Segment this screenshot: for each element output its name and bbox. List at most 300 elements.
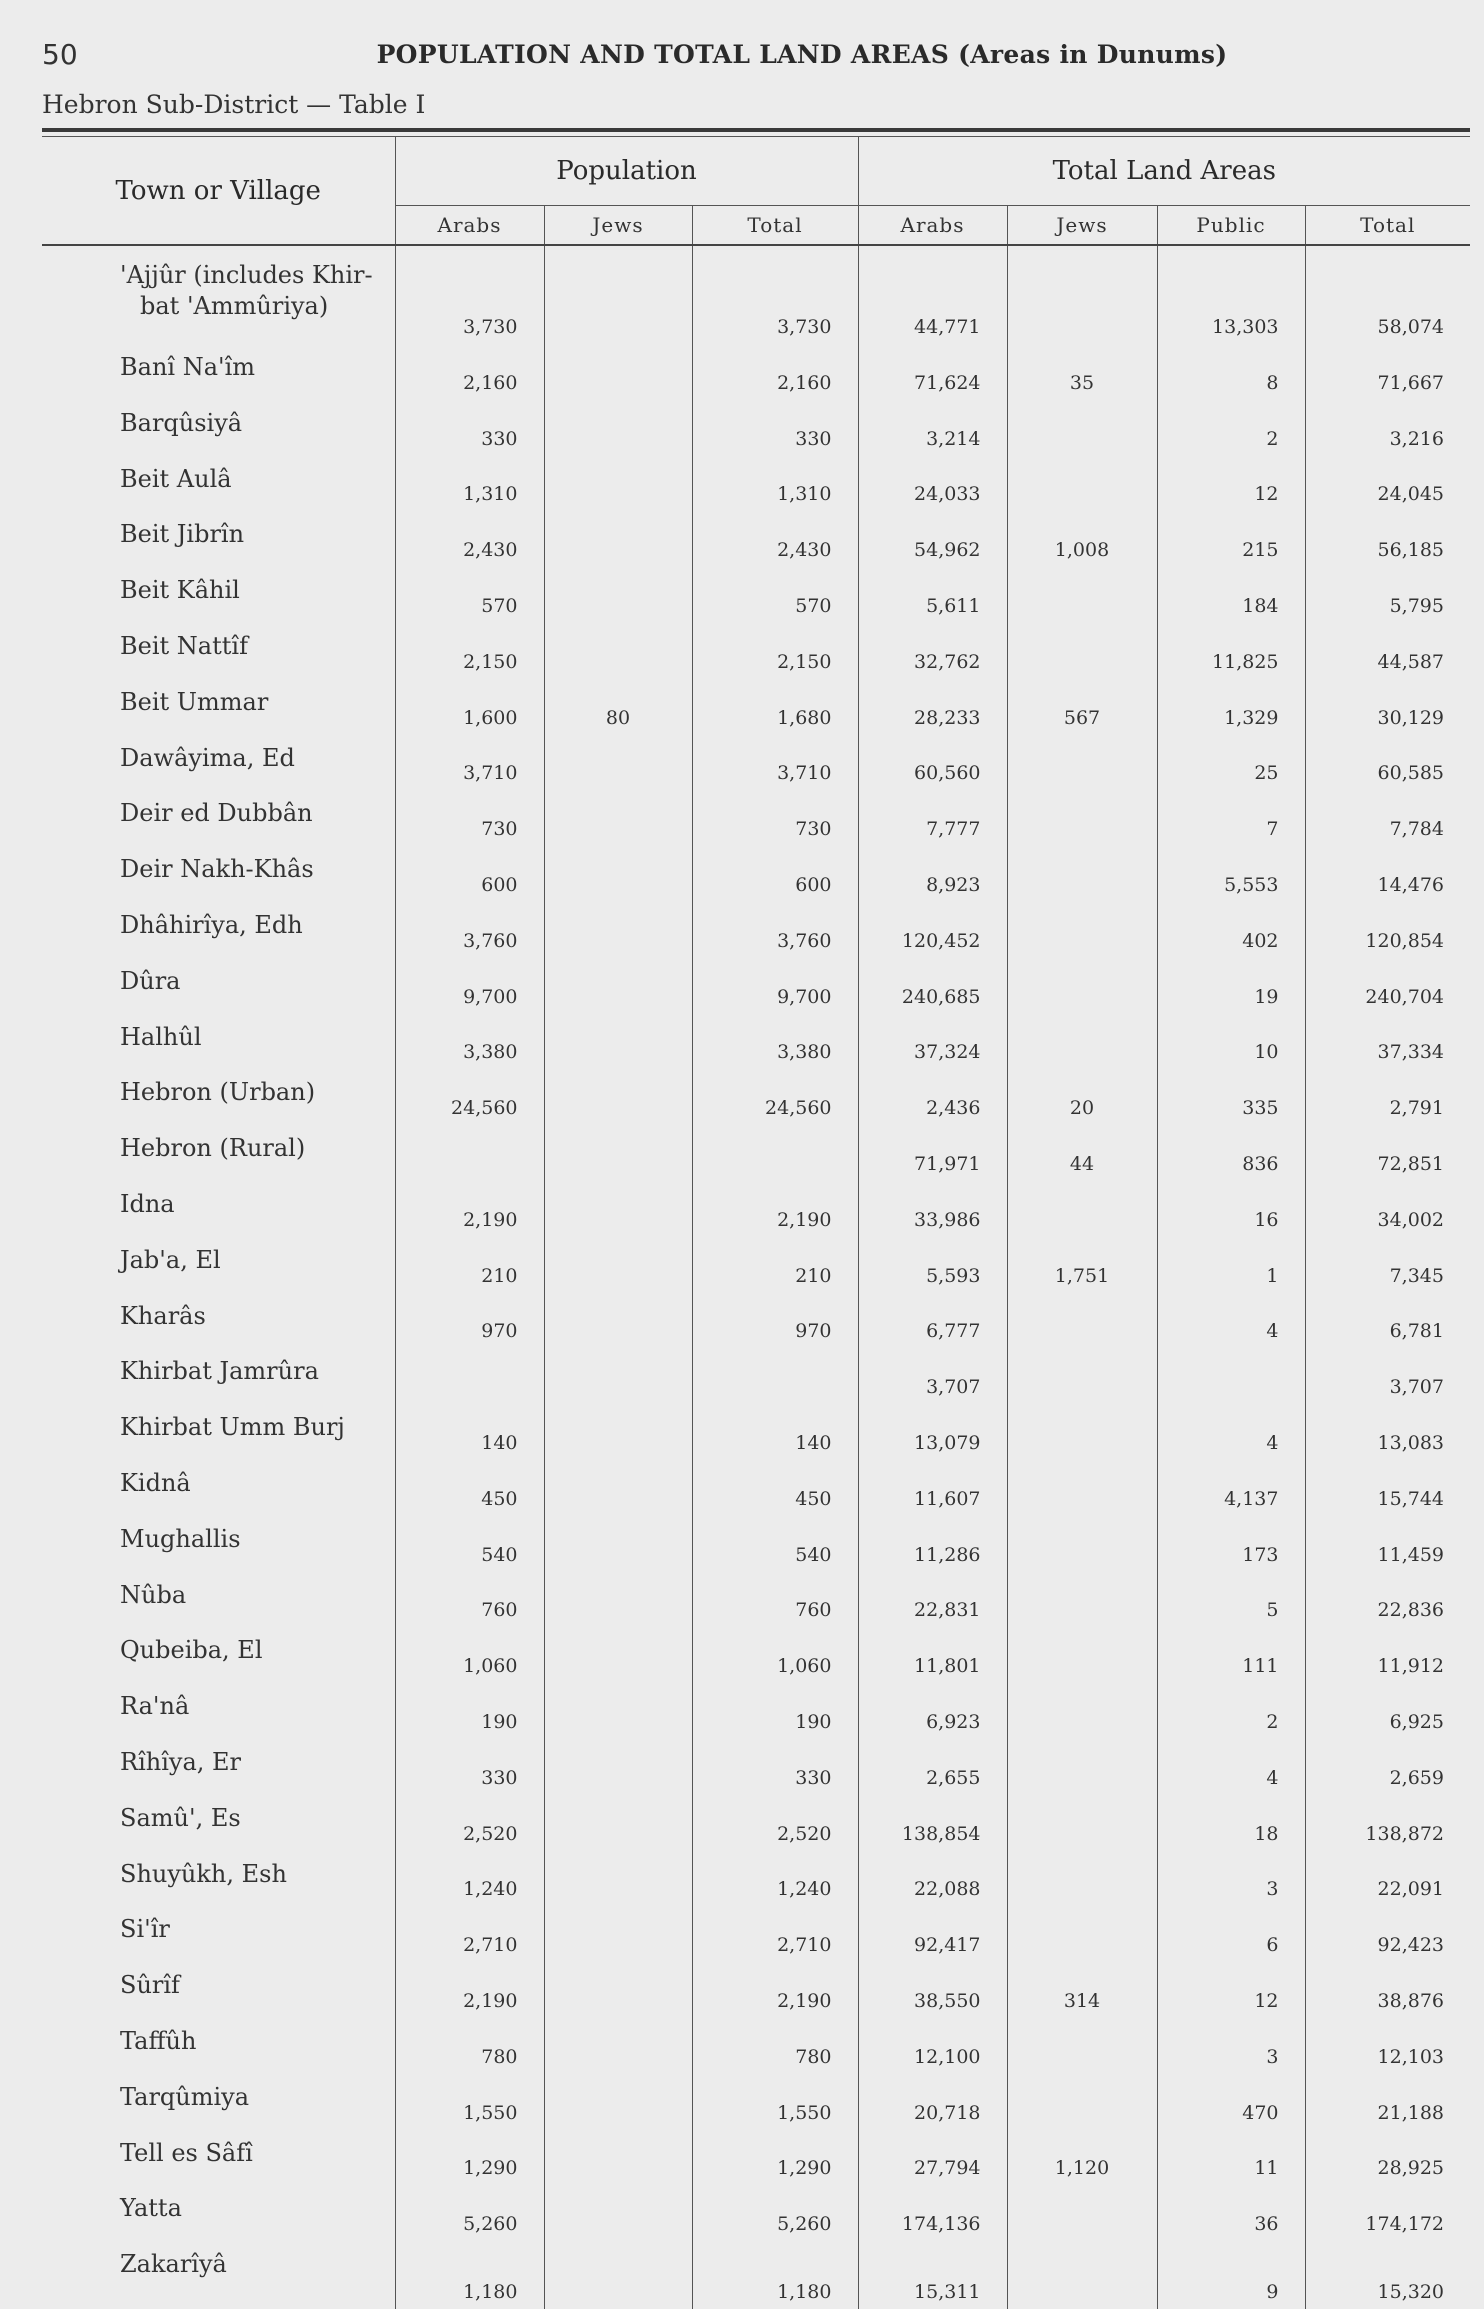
cell-pop-jews [544, 623, 692, 679]
header-town: Town or Village [42, 137, 395, 245]
town-name: Nûba [120, 1580, 187, 1609]
cell-land-jews [1007, 846, 1157, 902]
cell-pop-arabs: 9,700 [395, 958, 544, 1014]
cell-pop-jews [544, 1795, 692, 1851]
table-row [42, 1460, 1470, 1516]
cell-pop-total: 1,180 [692, 2241, 858, 2309]
cell-land-jews [1007, 1516, 1157, 1572]
cell-town-name [42, 1181, 395, 1237]
table-row [42, 1627, 1470, 1683]
cell-land-public: 335 [1157, 1069, 1305, 1125]
cell-land-arabs: 22,831 [858, 1572, 1007, 1628]
town-name: Tell es Sâfî [120, 2138, 253, 2167]
cell-pop-total: 1,550 [692, 2074, 858, 2130]
cell-land-arabs: 138,854 [858, 1795, 1007, 1851]
cell-land-public: 3 [1157, 1851, 1305, 1907]
table-row [42, 1014, 1470, 1070]
cell-pop-jews [544, 2130, 692, 2186]
cell-pop-total: 2,150 [692, 623, 858, 679]
cell-land-jews [1007, 1460, 1157, 1516]
table-row [42, 1906, 1470, 1962]
cell-land-arabs: 2,655 [858, 1739, 1007, 1795]
table-body [42, 245, 1470, 2309]
cell-pop-total: 760 [692, 1572, 858, 1628]
cell-land-arabs: 27,794 [858, 2130, 1007, 2186]
cell-land-jews [1007, 790, 1157, 846]
cell-land-public [1157, 1348, 1305, 1404]
town-name: 'Ajjûr (includes Khir- [120, 261, 373, 289]
cell-land-public: 6 [1157, 1906, 1305, 1962]
cell-land-total: 6,925 [1305, 1683, 1470, 1739]
cell-town-name [42, 2130, 395, 2186]
cell-land-arabs: 8,923 [858, 846, 1007, 902]
cell-pop-arabs: 2,190 [395, 1962, 544, 2018]
cell-land-jews [1007, 1739, 1157, 1795]
cell-town-name [42, 2074, 395, 2130]
town-name: Idna [120, 1189, 175, 1218]
cell-pop-arabs: 450 [395, 1460, 544, 1516]
cell-land-public: 1,329 [1157, 679, 1305, 735]
cell-land-jews [1007, 1014, 1157, 1070]
cell-town-name [42, 1293, 395, 1349]
cell-land-total: 7,345 [1305, 1237, 1470, 1293]
cell-pop-arabs [395, 1348, 544, 1404]
cell-pop-arabs: 2,520 [395, 1795, 544, 1851]
cell-land-total: 30,129 [1305, 679, 1470, 735]
town-name: Jab'a, El [120, 1245, 221, 1274]
cell-pop-arabs: 3,730 [395, 245, 544, 344]
town-name: Mughallis [120, 1524, 241, 1553]
cell-land-total: 15,320 [1305, 2241, 1470, 2309]
cell-pop-total: 3,710 [692, 735, 858, 791]
cell-pop-total: 2,190 [692, 1181, 858, 1237]
cell-town-name [42, 1460, 395, 1516]
cell-land-arabs: 174,136 [858, 2185, 1007, 2241]
cell-town-name [42, 2018, 395, 2074]
cell-land-arabs: 120,452 [858, 902, 1007, 958]
cell-pop-arabs: 1,180 [395, 2241, 544, 2309]
cell-land-arabs: 92,417 [858, 1906, 1007, 1962]
table-row [42, 1683, 1470, 1739]
cell-pop-jews [544, 1962, 692, 2018]
cell-pop-arabs: 540 [395, 1516, 544, 1572]
cell-land-public: 2 [1157, 400, 1305, 456]
cell-land-arabs: 37,324 [858, 1014, 1007, 1070]
cell-land-public: 5,553 [1157, 846, 1305, 902]
population-land-table [42, 137, 1470, 2309]
cell-pop-total: 3,730 [692, 245, 858, 344]
table-row [42, 1069, 1470, 1125]
header-pop-arabs: Arabs [395, 205, 544, 245]
cell-town-name [42, 1739, 395, 1795]
cell-town-name [42, 1627, 395, 1683]
table-row [42, 1125, 1470, 1181]
cell-land-total: 5,795 [1305, 567, 1470, 623]
cell-land-arabs: 32,762 [858, 623, 1007, 679]
cell-town-name [42, 846, 395, 902]
cell-town-name [42, 2241, 395, 2309]
cell-pop-total: 190 [692, 1683, 858, 1739]
cell-town-name [42, 1404, 395, 1460]
cell-pop-jews [544, 1237, 692, 1293]
cell-land-arabs: 7,777 [858, 790, 1007, 846]
cell-pop-jews [544, 846, 692, 902]
cell-town-name [42, 344, 395, 400]
table-row [42, 1348, 1470, 1404]
cell-land-public: 2 [1157, 1683, 1305, 1739]
cell-town-name [42, 456, 395, 512]
town-name: Khirbat Jamrûra [120, 1357, 319, 1386]
cell-land-total: 28,925 [1305, 2130, 1470, 2186]
table-row [42, 2018, 1470, 2074]
town-name: Dawâyima, Ed [120, 743, 295, 772]
cell-town-name [42, 1906, 395, 1962]
cell-land-public: 836 [1157, 1125, 1305, 1181]
cell-pop-jews [544, 902, 692, 958]
cell-land-arabs: 38,550 [858, 1962, 1007, 2018]
cell-town-name [42, 1683, 395, 1739]
cell-land-arabs: 5,593 [858, 1237, 1007, 1293]
cell-land-public: 11 [1157, 2130, 1305, 2186]
cell-land-arabs: 71,624 [858, 344, 1007, 400]
cell-pop-total: 1,240 [692, 1851, 858, 1907]
cell-pop-arabs: 1,550 [395, 2074, 544, 2130]
cell-pop-total: 1,680 [692, 679, 858, 735]
cell-town-name [42, 400, 395, 456]
cell-land-public: 3 [1157, 2018, 1305, 2074]
town-name: Rîhîya, Er [120, 1747, 241, 1776]
table-row [42, 567, 1470, 623]
cell-land-total: 71,667 [1305, 344, 1470, 400]
town-name: Khirbat Umm Burj [120, 1413, 345, 1442]
town-name: Beit Nattîf [120, 631, 248, 660]
cell-land-public: 173 [1157, 1516, 1305, 1572]
cell-land-total: 6,781 [1305, 1293, 1470, 1349]
cell-town-name [42, 567, 395, 623]
cell-land-public: 10 [1157, 1014, 1305, 1070]
cell-town-name [42, 1348, 395, 1404]
cell-pop-total: 330 [692, 1739, 858, 1795]
cell-land-public: 470 [1157, 2074, 1305, 2130]
cell-pop-jews [544, 1572, 692, 1628]
cell-land-arabs: 11,801 [858, 1627, 1007, 1683]
cell-pop-total: 1,290 [692, 2130, 858, 2186]
cell-pop-total: 780 [692, 2018, 858, 2074]
cell-land-jews [1007, 1906, 1157, 1962]
cell-land-public: 13,303 [1157, 245, 1305, 344]
cell-land-arabs: 28,233 [858, 679, 1007, 735]
cell-pop-jews [544, 456, 692, 512]
cell-land-arabs: 71,971 [858, 1125, 1007, 1181]
cell-pop-arabs: 730 [395, 790, 544, 846]
town-name: Tarqûmiya [120, 2082, 250, 2111]
cell-land-jews [1007, 735, 1157, 791]
table-row [42, 1237, 1470, 1293]
cell-land-total: 22,836 [1305, 1572, 1470, 1628]
town-name: Shuyûkh, Esh [120, 1859, 287, 1888]
cell-land-jews: 35 [1007, 344, 1157, 400]
cell-pop-total: 600 [692, 846, 858, 902]
town-name: Beit Jibrîn [120, 520, 245, 549]
cell-land-jews [1007, 902, 1157, 958]
cell-pop-total: 1,060 [692, 1627, 858, 1683]
town-name: Barqûsiyâ [120, 408, 243, 437]
cell-pop-jews [544, 2074, 692, 2130]
header-pop-total: Total [692, 205, 858, 245]
cell-land-arabs: 240,685 [858, 958, 1007, 1014]
cell-land-jews: 20 [1007, 1069, 1157, 1125]
cell-land-public: 4,137 [1157, 1460, 1305, 1516]
cell-town-name [42, 1014, 395, 1070]
table-row [42, 1795, 1470, 1851]
cell-pop-jews [544, 1739, 692, 1795]
cell-pop-arabs: 2,430 [395, 511, 544, 567]
cell-land-jews [1007, 2241, 1157, 2309]
cell-pop-total: 24,560 [692, 1069, 858, 1125]
cell-land-jews [1007, 1404, 1157, 1460]
cell-land-total: 13,083 [1305, 1404, 1470, 1460]
town-name: Halhûl [120, 1022, 202, 1051]
table-row [42, 245, 1470, 344]
town-name: Zakarîyâ [120, 2250, 227, 2279]
town-name: Ra'nâ [120, 1692, 190, 1721]
cell-land-total: 14,476 [1305, 846, 1470, 902]
cell-land-public: 12 [1157, 456, 1305, 512]
cell-pop-total [692, 1125, 858, 1181]
cell-land-arabs: 3,707 [858, 1348, 1007, 1404]
header-land-total: Total [1305, 205, 1470, 245]
town-name: Kidnâ [120, 1468, 191, 1497]
cell-pop-jews [544, 1125, 692, 1181]
cell-pop-arabs: 190 [395, 1683, 544, 1739]
cell-land-public: 25 [1157, 735, 1305, 791]
cell-pop-jews [544, 400, 692, 456]
town-name: Beit Ummar [120, 687, 269, 716]
cell-land-public: 184 [1157, 567, 1305, 623]
cell-pop-total: 2,160 [692, 344, 858, 400]
cell-land-total: 22,091 [1305, 1851, 1470, 1907]
town-name: Hebron (Rural) [120, 1134, 306, 1163]
table-row [42, 1293, 1470, 1349]
cell-pop-arabs: 970 [395, 1293, 544, 1349]
cell-land-total: 34,002 [1305, 1181, 1470, 1237]
town-name: Qubeiba, El [120, 1636, 263, 1665]
cell-town-name [42, 245, 395, 344]
cell-land-jews [1007, 456, 1157, 512]
table-row [42, 2074, 1470, 2130]
cell-pop-total: 970 [692, 1293, 858, 1349]
cell-pop-total: 2,430 [692, 511, 858, 567]
cell-land-jews [1007, 1627, 1157, 1683]
cell-pop-jews [544, 1460, 692, 1516]
cell-pop-jews [544, 2241, 692, 2309]
cell-land-arabs: 44,771 [858, 245, 1007, 344]
cell-pop-arabs: 2,710 [395, 1906, 544, 1962]
cell-land-jews [1007, 400, 1157, 456]
cell-land-public: 4 [1157, 1293, 1305, 1349]
cell-land-public: 19 [1157, 958, 1305, 1014]
cell-pop-total: 2,520 [692, 1795, 858, 1851]
cell-land-jews [1007, 1181, 1157, 1237]
cell-pop-arabs: 140 [395, 1404, 544, 1460]
cell-land-total: 37,334 [1305, 1014, 1470, 1070]
cell-land-public: 18 [1157, 1795, 1305, 1851]
cell-pop-total: 570 [692, 567, 858, 623]
cell-town-name [42, 958, 395, 1014]
cell-land-public: 1 [1157, 1237, 1305, 1293]
cell-pop-jews [544, 1293, 692, 1349]
cell-land-arabs: 20,718 [858, 2074, 1007, 2130]
cell-pop-total: 9,700 [692, 958, 858, 1014]
cell-town-name [42, 1795, 395, 1851]
table-subtitle: Hebron Sub-District — Table I [42, 90, 426, 119]
cell-land-jews [1007, 1851, 1157, 1907]
table-row [42, 958, 1470, 1014]
cell-pop-arabs: 760 [395, 1572, 544, 1628]
table-row [42, 790, 1470, 846]
cell-pop-arabs: 2,150 [395, 623, 544, 679]
cell-land-arabs: 60,560 [858, 735, 1007, 791]
table-row [42, 2241, 1470, 2309]
cell-land-total: 138,872 [1305, 1795, 1470, 1851]
cell-pop-jews [544, 1516, 692, 1572]
table-row [42, 623, 1470, 679]
cell-pop-jews [544, 511, 692, 567]
cell-land-arabs: 2,436 [858, 1069, 1007, 1125]
cell-land-jews: 44 [1007, 1125, 1157, 1181]
town-name: Deir ed Dubbân [120, 799, 313, 828]
cell-pop-arabs: 1,240 [395, 1851, 544, 1907]
cell-pop-jews [544, 735, 692, 791]
table-row [42, 1851, 1470, 1907]
cell-land-arabs: 11,607 [858, 1460, 1007, 1516]
page-number: 50 [42, 38, 78, 71]
cell-pop-jews [544, 1181, 692, 1237]
cell-pop-jews [544, 1404, 692, 1460]
table-row [42, 1516, 1470, 1572]
cell-pop-arabs: 330 [395, 400, 544, 456]
cell-pop-total: 5,260 [692, 2185, 858, 2241]
cell-land-jews [1007, 245, 1157, 344]
cell-town-name [42, 511, 395, 567]
cell-land-total: 12,103 [1305, 2018, 1470, 2074]
cell-land-public: 16 [1157, 1181, 1305, 1237]
table-row [42, 1739, 1470, 1795]
cell-land-total: 15,744 [1305, 1460, 1470, 1516]
cell-land-jews: 314 [1007, 1962, 1157, 2018]
cell-pop-total: 3,760 [692, 902, 858, 958]
cell-pop-arabs: 5,260 [395, 2185, 544, 2241]
cell-pop-jews [544, 344, 692, 400]
cell-land-total: 120,854 [1305, 902, 1470, 958]
cell-land-arabs: 24,033 [858, 456, 1007, 512]
cell-land-jews [1007, 2074, 1157, 2130]
town-name: Si'îr [120, 1915, 170, 1944]
cell-land-jews [1007, 1683, 1157, 1739]
cell-land-public: 12 [1157, 1962, 1305, 2018]
cell-town-name [42, 1125, 395, 1181]
header-land-arabs: Arabs [858, 205, 1007, 245]
cell-pop-arabs: 3,380 [395, 1014, 544, 1070]
cell-land-total: 58,074 [1305, 245, 1470, 344]
cell-town-name [42, 1237, 395, 1293]
cell-land-jews [1007, 2018, 1157, 2074]
cell-land-total: 11,912 [1305, 1627, 1470, 1683]
table-row [42, 344, 1470, 400]
cell-land-total: 3,216 [1305, 400, 1470, 456]
town-name: Dûra [120, 966, 181, 995]
cell-land-total: 21,188 [1305, 2074, 1470, 2130]
cell-land-public: 111 [1157, 1627, 1305, 1683]
cell-land-arabs: 11,286 [858, 1516, 1007, 1572]
cell-town-name [42, 679, 395, 735]
cell-town-name [42, 2185, 395, 2241]
town-name: Hebron (Urban) [120, 1078, 316, 1107]
cell-pop-jews [544, 1014, 692, 1070]
cell-pop-total [692, 1348, 858, 1404]
town-name: Samû', Es [120, 1803, 241, 1832]
page-title: POPULATION AND TOTAL LAND AREAS (Areas in Dunums) [376, 40, 1228, 69]
cell-land-total: 38,876 [1305, 1962, 1470, 2018]
town-name: Kharâs [120, 1301, 206, 1330]
cell-land-jews [1007, 567, 1157, 623]
cell-pop-jews: 80 [544, 679, 692, 735]
table-row [42, 400, 1470, 456]
cell-town-name [42, 790, 395, 846]
cell-town-name [42, 1962, 395, 2018]
cell-pop-arabs: 1,310 [395, 456, 544, 512]
town-name: Dhâhirîya, Edh [120, 910, 303, 939]
cell-land-arabs: 54,962 [858, 511, 1007, 567]
header-rule-thick [42, 128, 1470, 132]
table-row [42, 902, 1470, 958]
cell-pop-jews [544, 958, 692, 1014]
cell-pop-arabs: 1,600 [395, 679, 544, 735]
cell-land-arabs: 3,214 [858, 400, 1007, 456]
cell-land-jews [1007, 958, 1157, 1014]
cell-land-arabs: 22,088 [858, 1851, 1007, 1907]
cell-land-jews [1007, 623, 1157, 679]
cell-town-name [42, 735, 395, 791]
cell-pop-jews [544, 567, 692, 623]
cell-land-jews [1007, 1348, 1157, 1404]
cell-land-jews [1007, 1293, 1157, 1349]
cell-land-arabs: 12,100 [858, 2018, 1007, 2074]
cell-land-total: 60,585 [1305, 735, 1470, 791]
cell-land-arabs: 15,311 [858, 2241, 1007, 2309]
table-row [42, 1404, 1470, 1460]
cell-land-total: 174,172 [1305, 2185, 1470, 2241]
cell-land-public: 402 [1157, 902, 1305, 958]
cell-land-total: 240,704 [1305, 958, 1470, 1014]
cell-land-total: 7,784 [1305, 790, 1470, 846]
cell-pop-arabs: 1,290 [395, 2130, 544, 2186]
cell-land-public: 36 [1157, 2185, 1305, 2241]
cell-pop-total: 730 [692, 790, 858, 846]
cell-pop-total: 540 [692, 1516, 858, 1572]
header-land-public: Public [1157, 205, 1305, 245]
cell-pop-total: 330 [692, 400, 858, 456]
cell-pop-total: 1,310 [692, 456, 858, 512]
cell-pop-total: 2,190 [692, 1962, 858, 2018]
cell-pop-total: 210 [692, 1237, 858, 1293]
cell-pop-jews [544, 1851, 692, 1907]
cell-land-public: 215 [1157, 511, 1305, 567]
town-name: Sûrîf [120, 1971, 180, 2000]
cell-pop-total: 2,710 [692, 1906, 858, 1962]
cell-land-arabs: 13,079 [858, 1404, 1007, 1460]
town-name: Beit Aulâ [120, 464, 232, 493]
